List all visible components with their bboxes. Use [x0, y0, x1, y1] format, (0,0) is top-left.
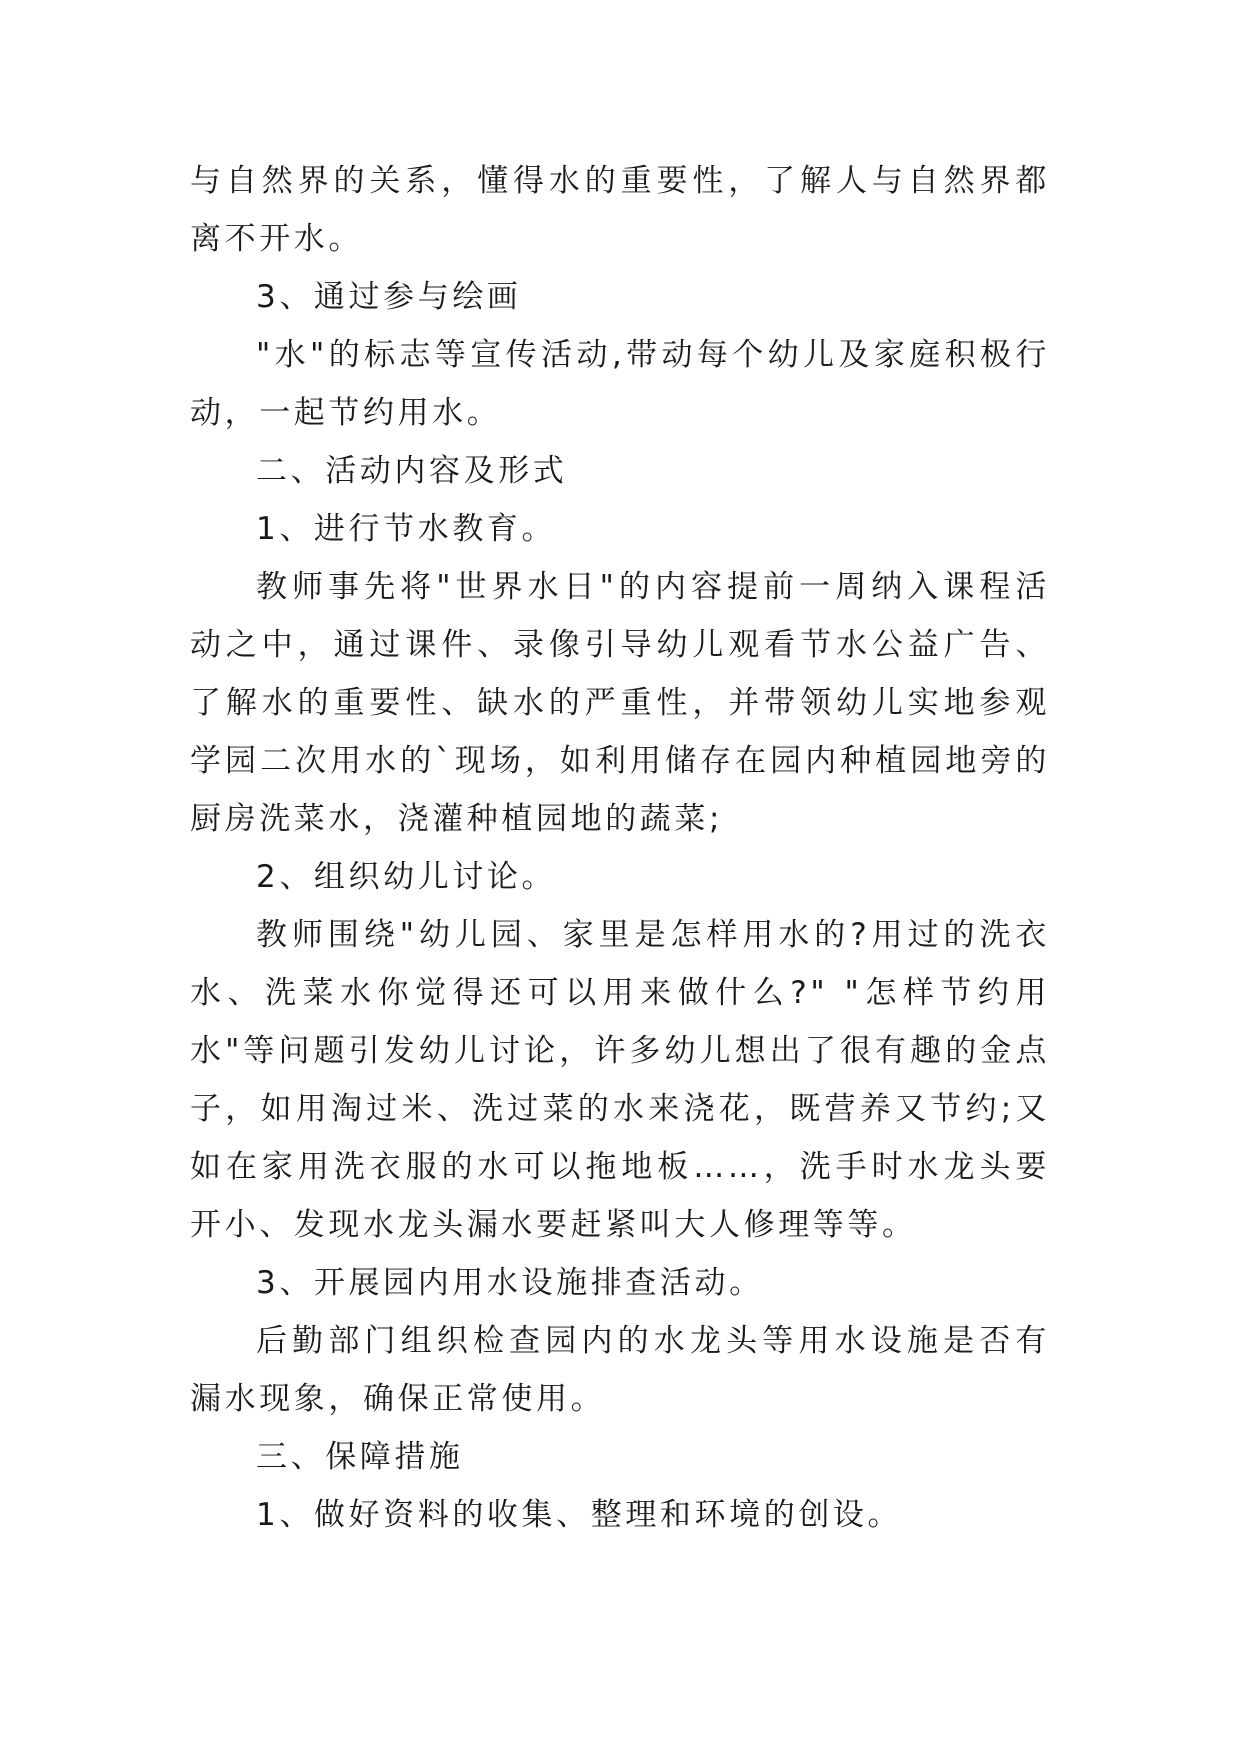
- paragraph-list-item: 3、开展园内用水设施排查活动。: [256, 1265, 764, 1301]
- paragraph: 后勤部门组织检查园内的水龙头等用水设施是否有漏水现象，确保正常使用。: [190, 1323, 1050, 1417]
- paragraph-list-item: 3、通过参与绘画: [256, 279, 522, 315]
- document-body: [190, 152, 1050, 1544]
- paragraph-list-item: 1、进行节水教育。: [256, 511, 557, 547]
- paragraph: 教师事先将"世界水日"的内容提前一周纳入课程活动之中，通过课件、录像引导幼儿观看节水公益广告、了解水的重要性、缺水的严重性，并带领幼儿实地参观学园二次用水的`现场，如利用储存在园内种植园地旁的厨房洗菜水，浇灌种植园地的蔬菜;: [190, 569, 1050, 837]
- paragraph: "水"的标志等宣传活动,带动每个幼儿及家庭积极行动，一起节约用水。: [190, 337, 1050, 431]
- paragraph-list-item: 1、做好资料的收集、整理和环境的创设。: [256, 1497, 903, 1533]
- paragraph-list-item: 2、组织幼儿讨论。: [256, 859, 557, 895]
- section-heading: 三、保障措施: [256, 1439, 464, 1475]
- paragraph-continuation: 与自然界的关系，懂得水的重要性，了解人与自然界都离不开水。: [190, 163, 1050, 257]
- paragraph: 教师围绕"幼儿园、家里是怎样用水的?用过的洗衣水、洗菜水你觉得还可以用来做什么?" "怎样节约用水"等问题引发幼儿讨论，许多幼儿想出了很有趣的金点子，如用淘过米、洗过菜的水来浇花，既营养又节约;又如在家用洗衣服的水可以拖地板……，洗手时水龙头要开小、发现水龙头漏水要赶紧叫大人修理等等。: [190, 917, 1050, 1243]
- section-heading: 二、活动内容及形式: [256, 453, 568, 489]
